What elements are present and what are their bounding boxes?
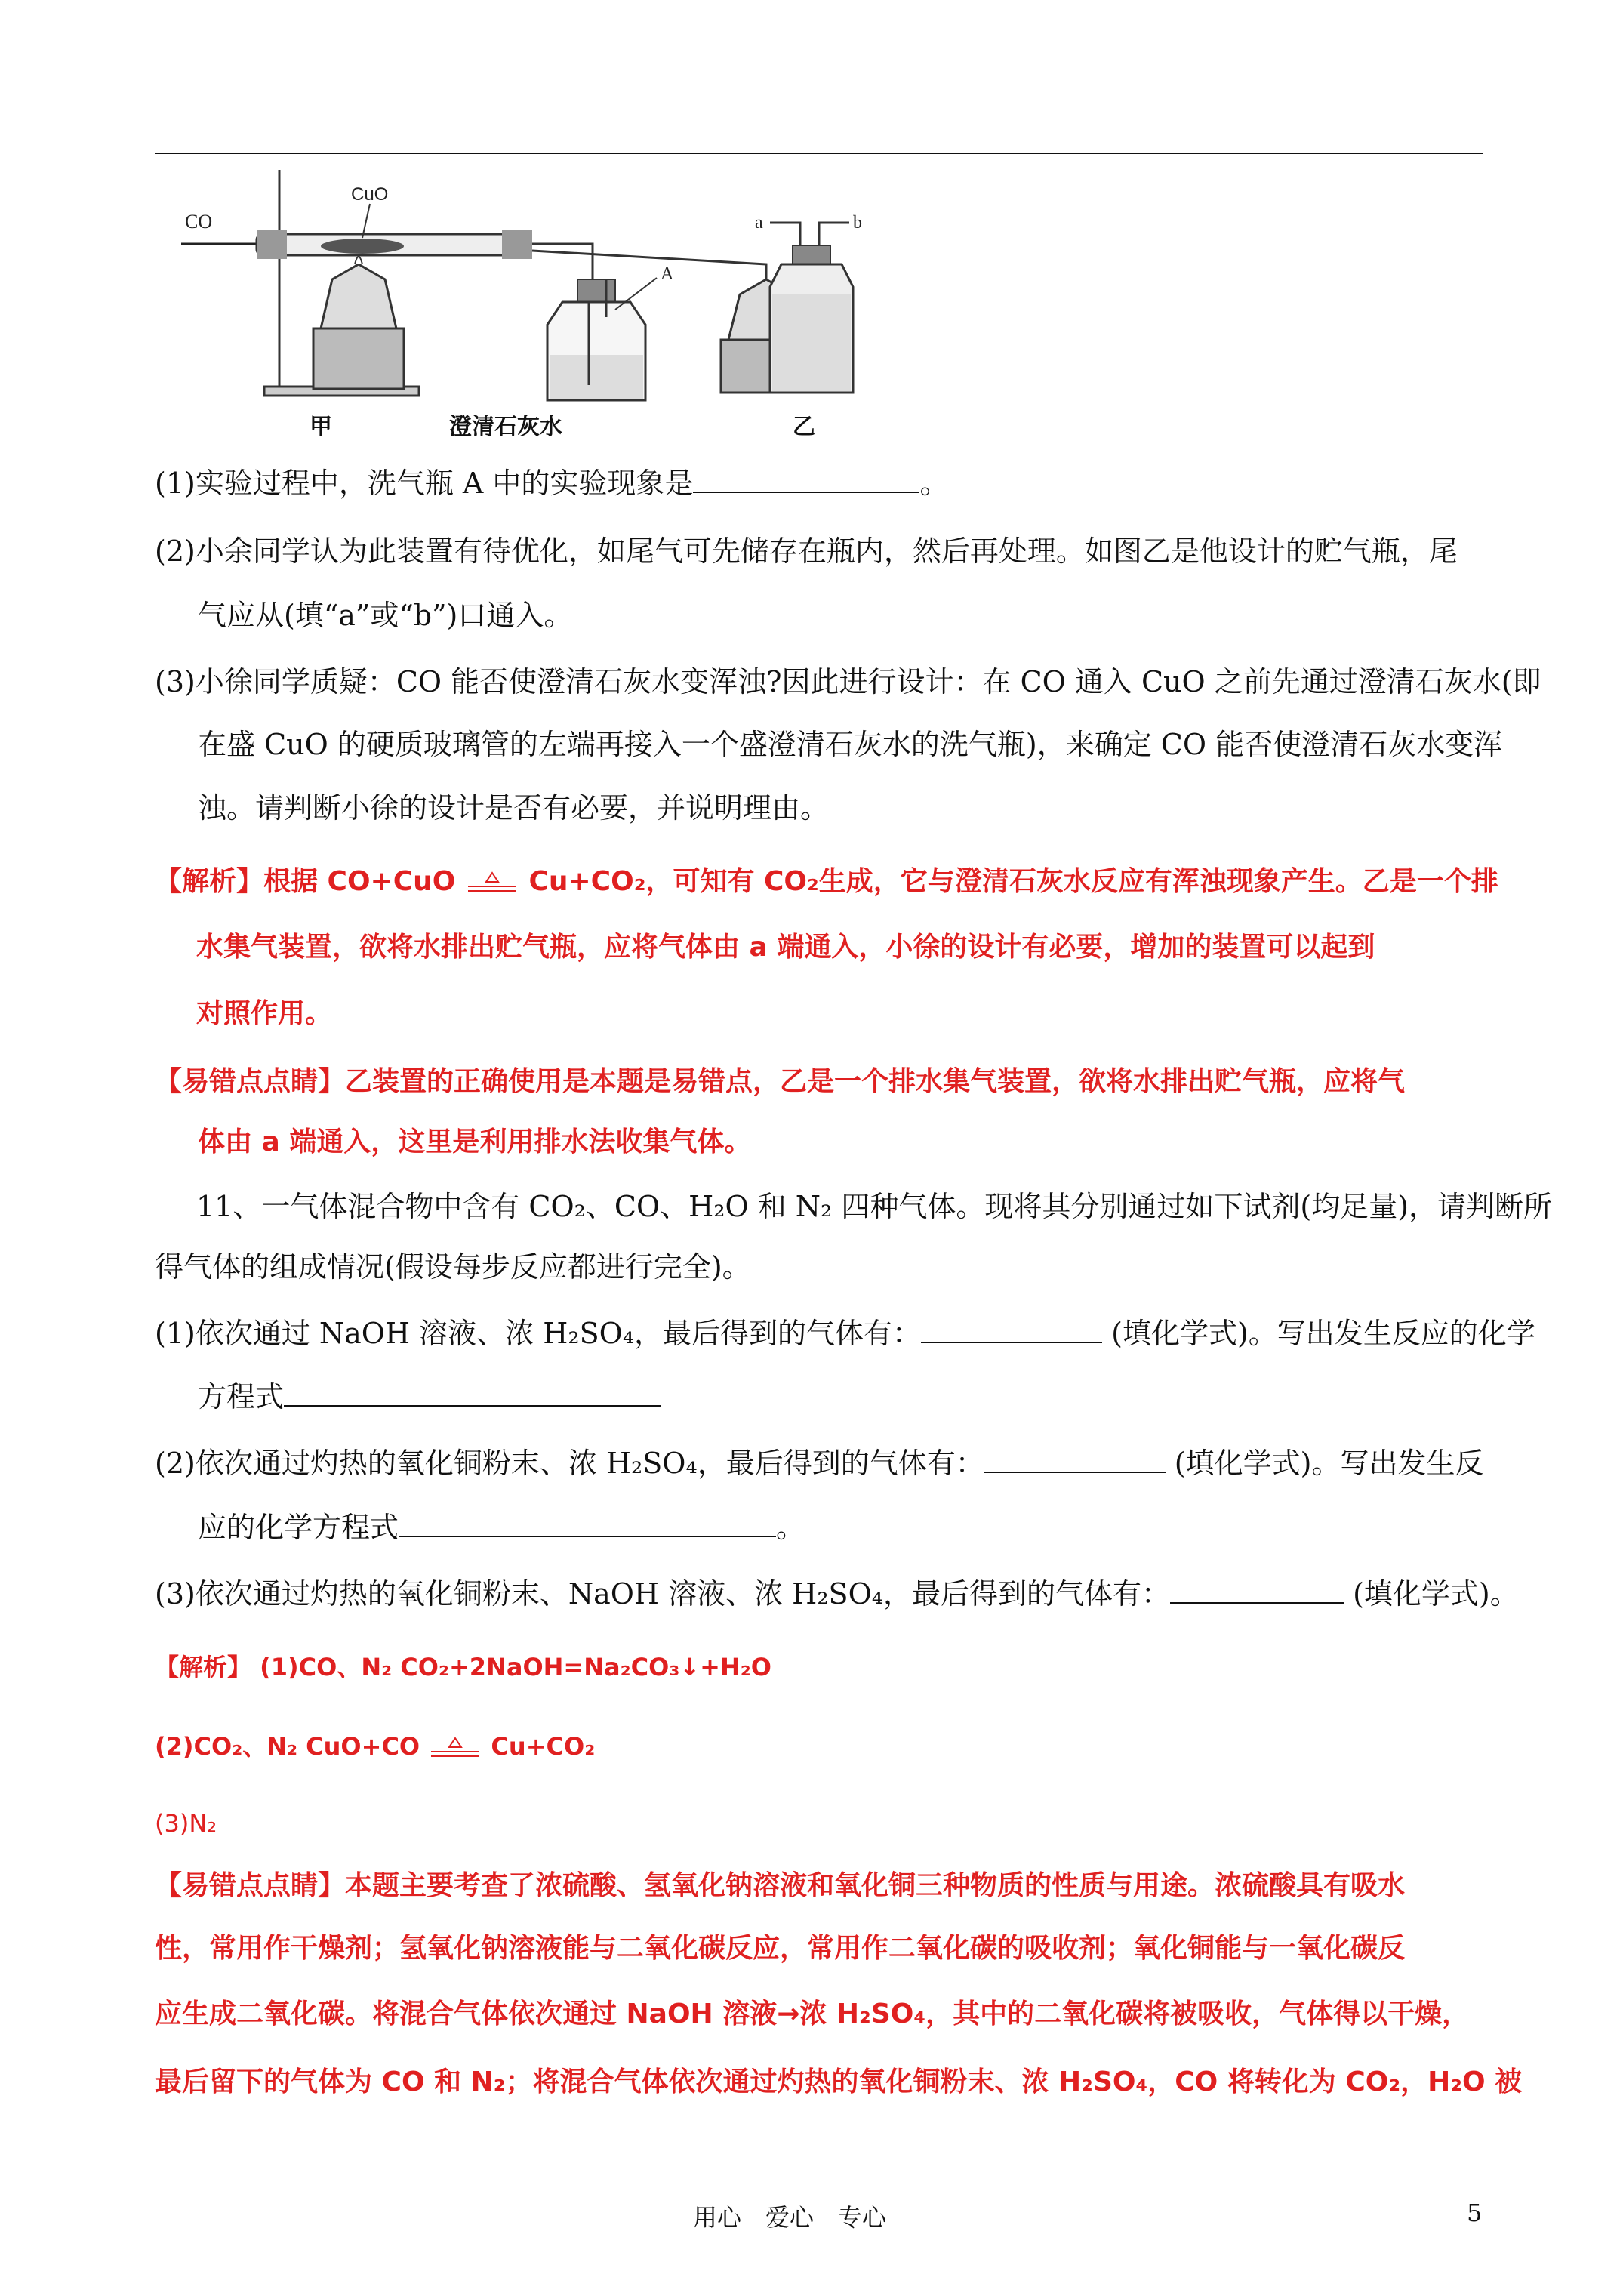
label-port-a: a [755, 213, 763, 233]
q11-part2-line1: (2)依次通过灼热的氧化铜粉末、浓 H₂SO₄，最后得到的气体有： (填化学式)。写出发生反 [155, 1447, 1484, 1480]
caption-water: 澄清石灰水 [449, 414, 562, 440]
q10-part3-line1: (3)小徐同学质疑：CO 能否使澄清石灰水变浑浊?因此进行设计：在 CO 通入 CuO 之前先通过澄清石灰水(即 [155, 665, 1541, 698]
q11-answer2: (2)CO₂、N₂ CuO+CO Cu+CO₂ [155, 1732, 596, 1761]
q11-tip-line4: 最后留下的气体为 CO 和 N₂；将混合气体依次通过灼热的氧化铜粉末、浓 H₂SO₄，CO 将转化为 CO₂，H₂O 被 [155, 2066, 1523, 2097]
label-co: CO [185, 211, 213, 233]
heating-symbol [428, 1735, 482, 1761]
q11-part1-line1: (1)依次通过 NaOH 溶液、浓 H₂SO₄，最后得到的气体有： (填化学式)。写出发生反应的化学 [155, 1317, 1535, 1350]
q11-tip-line3: 应生成二氧化碳。将混合气体依次通过 NaOH 溶液→浓 H₂SO₄，其中的二氧化碳将被吸收，气体得以干燥， [155, 1999, 1470, 2029]
gas-storage-bottle-yi [755, 213, 862, 393]
caption-jia: 甲 [310, 414, 332, 440]
q11-tip-line1: 【易错点点睛】本题主要考查了浓硫酸、氢氧化钠溶液和氧化铜三种物质的性质与用途。浓硫酸具有吸水 [155, 1870, 1406, 1901]
q11-part1-line2: 方程式 [198, 1379, 661, 1414]
q10-part2-line1: (2)小余同学认为此装置有待优化，如尾气可先储存在瓶内，然后再处理。如图乙是他设计的贮气瓶，尾 [155, 535, 1458, 568]
answer-blank[interactable] [921, 1316, 1102, 1343]
heating-symbol [465, 870, 519, 895]
q11-tip-line2: 性，常用作干燥剂；氢氧化钠溶液能与二氧化碳反应，常用作二氧化碳的吸收剂；氧化铜能与一氧化碳反 [155, 1933, 1406, 1964]
alcohol-lamp-1 [313, 257, 404, 389]
q10-part3-line3: 浊。请判断小徐的设计是否有必要，并说明理由。 [198, 791, 830, 824]
q11-answer1: 【解析】 (1)CO、N₂ CO₂+2NaOH=Na₂CO₃↓+H₂O [155, 1653, 771, 1681]
q10-analysis-line3: 对照作用。 [196, 998, 333, 1029]
q10-analysis-line2: 水集气装置，欲将水排出贮气瓶，应将气体由 a 端通入，小徐的设计有必要，增加的装置可以起到 [196, 932, 1375, 963]
label-cuo: CuO [351, 184, 389, 205]
answer-blank[interactable] [284, 1379, 661, 1407]
cuo-powder [321, 239, 404, 254]
q11-intro-line1: 11、一气体混合物中含有 CO₂、CO、H₂O 和 N₂ 四种气体。现将其分别通过如下试剂(均足量)，请判断所 [196, 1190, 1553, 1223]
footer-motto: 用心 爱心 专心 [693, 2203, 887, 2232]
q11-answer3: (3)N₂ [155, 1809, 217, 1838]
answer-blank[interactable] [984, 1446, 1166, 1473]
header-rule [155, 153, 1483, 154]
q10-part1: (1)实验过程中，洗气瓶 A 中的实验现象是 。 [155, 467, 949, 500]
q10-part3-line2: 在盛 CuO 的硬质玻璃管的左端再接入一个盛澄清石灰水的洗气瓶)，来确定 CO 能否使澄清石灰水变浑 [198, 728, 1503, 761]
apparatus-figure [170, 166, 895, 445]
caption-yi: 乙 [793, 414, 815, 440]
label-port-b: b [853, 213, 862, 233]
answer-blank[interactable] [399, 1510, 776, 1537]
washing-bottle-a [547, 264, 674, 400]
q10-tip-line2: 体由 a 端通入，这里是利用排水法收集气体。 [198, 1126, 752, 1157]
label-a-bottle: A [661, 264, 674, 284]
page-number: 5 [1467, 2199, 1483, 2227]
q11-part2-line2: 应的化学方程式 。 [198, 1511, 805, 1544]
answer-blank[interactable] [1170, 1576, 1344, 1604]
q11-part3: (3)依次通过灼热的氧化铜粉末、NaOH 溶液、浓 H₂SO₄，最后得到的气体有： (填化学式)。 [155, 1577, 1519, 1610]
q10-part2-line2: 气应从(填“a”或“b”)口通入。 [198, 599, 573, 632]
q10-tip-line1: 【易错点点睛】乙装置的正确使用是本题是易错点，乙是一个排水集气装置，欲将水排出贮气瓶，应将气 [155, 1066, 1406, 1097]
q11-intro-line2: 得气体的组成情况(假设每步反应都进行完全)。 [155, 1250, 751, 1284]
answer-blank[interactable] [693, 466, 919, 493]
q10-analysis-line1: 【解析】根据 CO+CuO Cu+CO₂，可知有 CO₂生成，它与澄清石灰水反应有浑浊现象产生。乙是一个排 [155, 866, 1498, 897]
